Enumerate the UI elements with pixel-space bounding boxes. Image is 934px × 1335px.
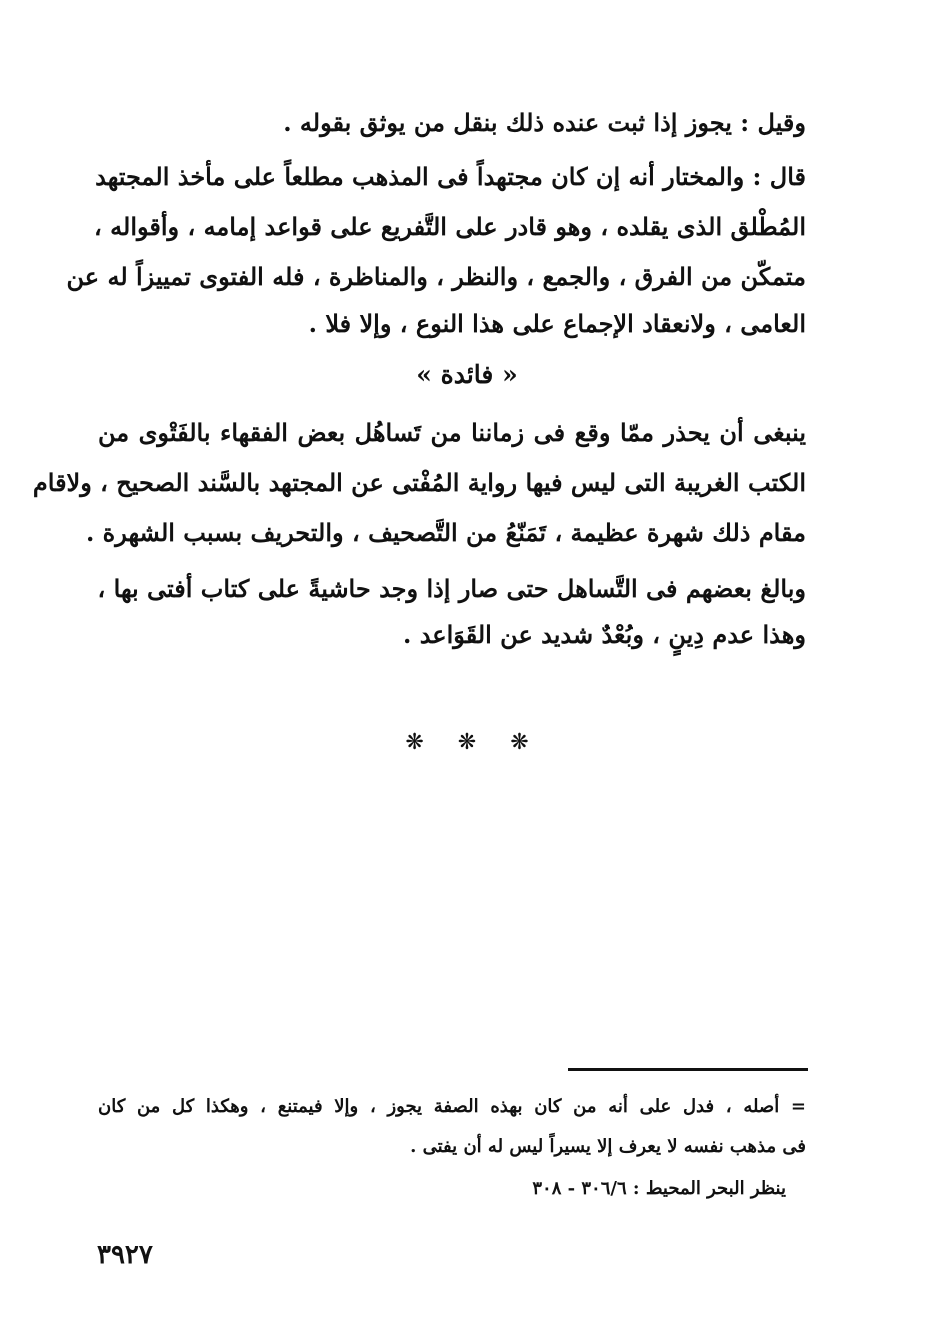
asterism-icon: ❋: [457, 730, 477, 755]
asterism-icon: ❋: [405, 730, 424, 755]
footnote-rule: [568, 1068, 808, 1071]
footnote-reference: ينظر البحر المحيط : ٣٠٦/٦ - ٣٠٨: [532, 1178, 786, 1199]
text-line: المُطْلق الذى يقلده ، وهو قادر على التَّفريع على قواعد إمامه ، وأقواله ،: [94, 212, 806, 241]
text-line: مقام ذلك شهرة عظيمة ، تَمَنّعُ من التَّصحيف ، والتحريف بسبب الشهرة .: [85, 518, 806, 547]
section-separator: [0, 728, 934, 758]
footnote-line: فى مذهب نفسه لا يعرف إلا يسيراً ليس له أن يفتى .: [410, 1136, 806, 1157]
asterism-icon: ❋: [510, 730, 529, 755]
footnote-line: = أصله ، فدل على أنه من كان بهذه الصفة يجوز ، وإلا فيمتنع ، وهكذا كل من كان: [98, 1096, 806, 1117]
page-number: ٣٩٢٧: [97, 1240, 153, 1270]
text-line: ينبغى أن يحذر ممّا وقع فى زماننا من تَساهُل بعض الفقهاء بالفَتْوى من: [98, 418, 806, 447]
text-line: وبالغ بعضهم فى التَّساهل حتى صار إذا وجد حاشيةً على كتاب أفتى بها ،: [97, 574, 806, 603]
text-line: وقيل : يجوز إذا ثبت عنده ذلك بنقل من يوثق بقوله .: [283, 108, 806, 137]
text-line: متمكّن من الفرق ، والجمع ، والنظر ، والمناظرة ، فله الفتوى تمييزاً له عن: [66, 262, 806, 291]
text-line: الكتب الغريبة التى ليس فيها رواية المُفْتى عن المجتهد بالسَّند الصحيح ، ولاقام: [32, 468, 806, 497]
text-line: وهذا عدم دِينٍ ، وبُعْدٌ شديد عن القَوَاعد .: [403, 620, 806, 649]
text-line: قال : والمختار أنه إن كان مجتهداً فى المذهب مطلعاً على مأخذ المجتهد: [95, 162, 806, 191]
section-heading: « فائدة »: [416, 360, 518, 389]
text-line: العامى ، ولانعقاد الإجماع على هذا النوع ، وإلا فلا .: [308, 309, 806, 338]
